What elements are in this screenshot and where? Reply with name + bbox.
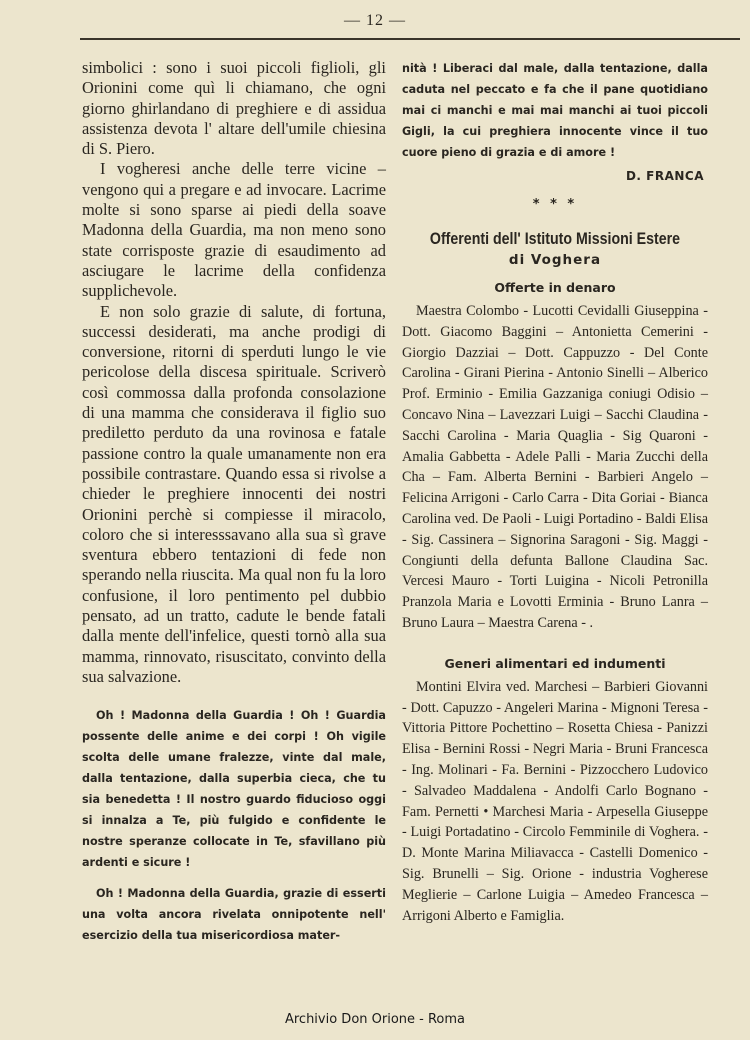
- donor-list-goods: Montini Elvira ved. Marchesi – Barbieri Giovanni - Dott. Capuzzo - Angeleri Marina - Mignoni Teresa - Vittoria Pittore Pochettino – Rosetta Chiesa - Panizzi Elisa - Bernini Rossi - Negri Maria - Bruni Francesca - Ing. Molinari - Fa. Bernini - Pizzocchero Ludovico - Salvadeo Maddalena - Andolfi Carlo Bognano - Fam. Pernetti • Marchesi Maria - Arpesella Giuseppe - Luigi Portadatino - Circolo Femminile di Voghera. - D. Monte Marina Miliavacca - Castelli Domenico - Sig. Brunelli – Sig. Orione - industria Vogherese Meglierie – Carlone Luigia – Amedeo Francesca – Arrigoni Alberto e Famiglia.: [402, 678, 708, 924]
- right-prayer-block: [402, 58, 708, 163]
- prayer-grazie-esserti: Oh ! Madonna della Guardia, grazie di esserti una volta ancora rivelata onnipotente nell' esercizio della tua misericordiosa mater-: [82, 887, 386, 943]
- prayer-continuation: nità ! Liberaci dal male, dalla tentazione, dalla caduta nel peccato e fa che il pane quotidiano mai ci manchi e mai mai manchi ai tuoi piccoli Gigli, la cui preghiera innocente vince il tuo cuore pieno di grazia e di amore !: [402, 62, 708, 159]
- donor-list-money: Maestra Colombo - Lucotti Cevidalli Giuseppina - Dott. Giacomo Baggini – Antonietta Cemerini - Giorgio Dazziai – Dott. Cappuzzo - Del Conte Carolina - Girani Pierina - Antonio Sinelli – Alberico Prof. Erminio - Emilia Gazzaniga coniugi Odisio – Concavo Nina – Lavezzari Luigi – Sacchi Claudina - Sacchi Carolina - Maria Quaglia - Sig Quaroni - Amalia Gabbetta - Adele Palli - Maria Zucchi della Cha – Fam. Alberta Bernini - Barbieri Angelo – Felicina Arrigoni - Carlo Carra - Dita Goriai - Bianca Carolina ved. De Paoli - Luigi Portadino - Baldi Elisa - Sig. Cassinera – Signorina Saragoni - Sig. Maggi - Congiunti della defunta Ballone Claudina Sac. Vercesi Mauro - Torti Luigina - Nicoli Petronilla Pranzola Maria e Lovotti Erminia - Bruno Lanra – Bruno Laura – Maestra Carena - .: [402, 303, 708, 631]
- separator-stars: * * *: [532, 197, 578, 212]
- prayer-madonna-guardia: Oh ! Madonna della Guardia ! Oh ! Guardia possente delle anime e dei corpi ! Oh vigile scolta delle umane fralezze, vinte dal male, dalla tentazione, dalla superbia cieca, che tu sia benedetta ! Il nostro guardo fiducioso oggi si innalza a Te, più fulgido e confidente le nostre speranze collocate in Te, sfavillano più ardenti e sicure !: [82, 709, 386, 870]
- left-prayers: [82, 705, 386, 946]
- page-number: — 12 —: [344, 12, 406, 29]
- left-body-text: [82, 58, 386, 687]
- paragraph-grazie: E non solo grazie di salute, di fortuna, successi desiderati, ma anche prodigi di conversione, ritorni di sperduti lungo le vie pericolose della discesa spirituale. Scriverò così commossa dalla profonda consolazione di una mamma che considerava il figlio suo prediletto perduto da una rovinosa e fatale passione contro la quale umanamente non era possibile contrastare. Quando essa si rivolse a chieder le preghiere innocenti dei nostri Orionini perchè si compiesse il miracolo, coloro che si interesssavano alla sua sì grave sventura ebbero tentazioni di fede non sperando nella riuscita. Ma qual non fu la loro confusione, il loro pentimento pel dubbio pensato, ad un tratto, cadute le bende fatali dalla mente dell'infelice, questi tornò alla sua mamma, rinnovato, risuscitato, convinto della sua salvazione.: [82, 301, 386, 686]
- offerenti-title: Offerenti dell' Istituto Missioni Estere: [429, 230, 681, 248]
- left-column: [82, 58, 386, 946]
- header-rule: [80, 38, 740, 40]
- section-heading-goods: Generi alimentari ed indumenti: [444, 655, 666, 671]
- section-heading-money: Offerte in denaro: [494, 280, 616, 295]
- paragraph-orionini: simbolici : sono i suoi piccoli figlioli, gli Orionini come quì li chiamano, che ogni giorno ghirlandano di preghiere e di assidua assistenza devota l' altare dell'umile chiesina di S. Piero.: [82, 58, 386, 159]
- archive-footer: Archivio Don Orione - Roma: [284, 1012, 466, 1027]
- signature: D. FRANCA: [625, 169, 704, 183]
- offerenti-city: di Voghera: [508, 252, 602, 268]
- right-column: [402, 58, 708, 926]
- paragraph-vogheresi: I vogheresi anche delle terre vicine – vengono qui a pregare e ad invocare. Lacrime molte si sono sparse ai piedi della soave Madonna della Guardia, ma non meno sono state corrisposte grazie di esaudimento ad asciugare le lacrime della confidenza supplichevole.: [82, 159, 386, 301]
